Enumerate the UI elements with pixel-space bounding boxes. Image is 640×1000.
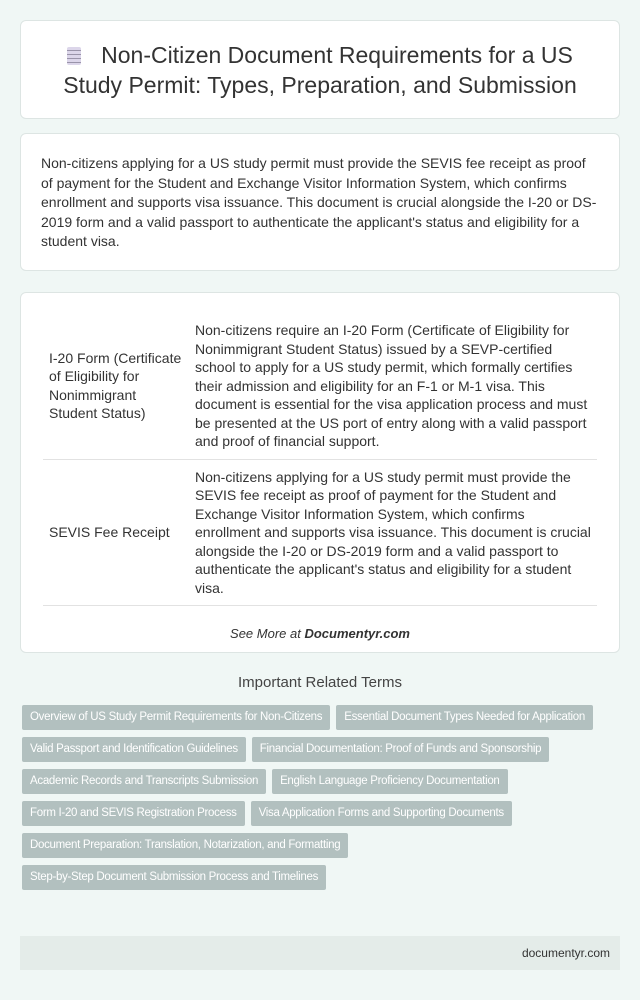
related-tag[interactable]: Step-by-Step Document Submission Process and Timelines: [22, 865, 326, 890]
related-tag[interactable]: English Language Proficiency Documentation: [272, 769, 507, 794]
related-terms-list: [22, 705, 602, 890]
intro-card: [20, 133, 620, 271]
related-tag[interactable]: Overview of US Study Permit Requirements for Non-Citizens: [22, 705, 330, 730]
see-more-prefix: See More at: [230, 626, 305, 641]
related-tag[interactable]: Academic Records and Transcripts Submission: [22, 769, 266, 794]
related-tag[interactable]: Visa Application Forms and Supporting Documents: [251, 801, 512, 826]
related-terms-heading: Important Related Terms: [238, 674, 402, 691]
term-cell: I-20 Form (Certificate of Eligibility for Nonimmigrant Student Status): [43, 313, 189, 459]
term-cell: SEVIS Fee Receipt: [43, 459, 189, 606]
footer-site[interactable]: documentyr.com: [521, 946, 610, 960]
related-tag[interactable]: Essential Document Types Needed for Application: [336, 705, 593, 730]
description-cell: Non-citizens require an I-20 Form (Certificate of Eligibility for Nonimmigrant Student Status) issued by a SEVP-certified school to apply for a US study permit, which formally certifies their admission and eligibility for an F-1 or M-1 visa. This document is essential for the visa application process and must be presented at the US port of entry along with a valid passport and proof of financial support.: [189, 313, 597, 459]
document-icon: [67, 47, 81, 65]
table-row: [43, 459, 597, 606]
see-more-link[interactable]: [43, 626, 597, 641]
intro-text: Non-citizens applying for a US study permit must provide the SEVIS fee receipt as proof of payment for the Student and Exchange Visitor Information System, which confirms enrollment and supports visa issuance. This document is crucial alongside the I-20 or DS-2019 form and a valid passport to authenticate the applicant's status and eligibility for a student visa.: [41, 155, 597, 249]
related-tag[interactable]: Valid Passport and Identification Guidelines: [22, 737, 246, 762]
page-title-text: Non-Citizen Document Requirements for a US Study Permit: Types, Preparation, and Submission: [63, 41, 577, 98]
document-table: [43, 313, 597, 606]
description-cell: Non-citizens applying for a US study permit must provide the SEVIS fee receipt as proof of payment for the Student and Exchange Visitor Information System, which confirms enrollment and supports visa issuance. This document is crucial alongside the I-20 or DS-2019 form and a valid passport to authenticate the applicant's status and eligibility for a student visa.: [189, 459, 597, 606]
header-card: [20, 20, 620, 119]
page-title: [50, 40, 590, 100]
footer: [20, 936, 620, 970]
related-tag[interactable]: Form I-20 and SEVIS Registration Process: [22, 801, 245, 826]
table-card: [20, 292, 620, 653]
related-tag[interactable]: Document Preparation: Translation, Notarization, and Formatting: [22, 833, 348, 858]
table-row: [43, 313, 597, 459]
related-tag[interactable]: Financial Documentation: Proof of Funds and Sponsorship: [252, 737, 549, 762]
see-more-site[interactable]: Documentyr.com: [304, 626, 410, 641]
